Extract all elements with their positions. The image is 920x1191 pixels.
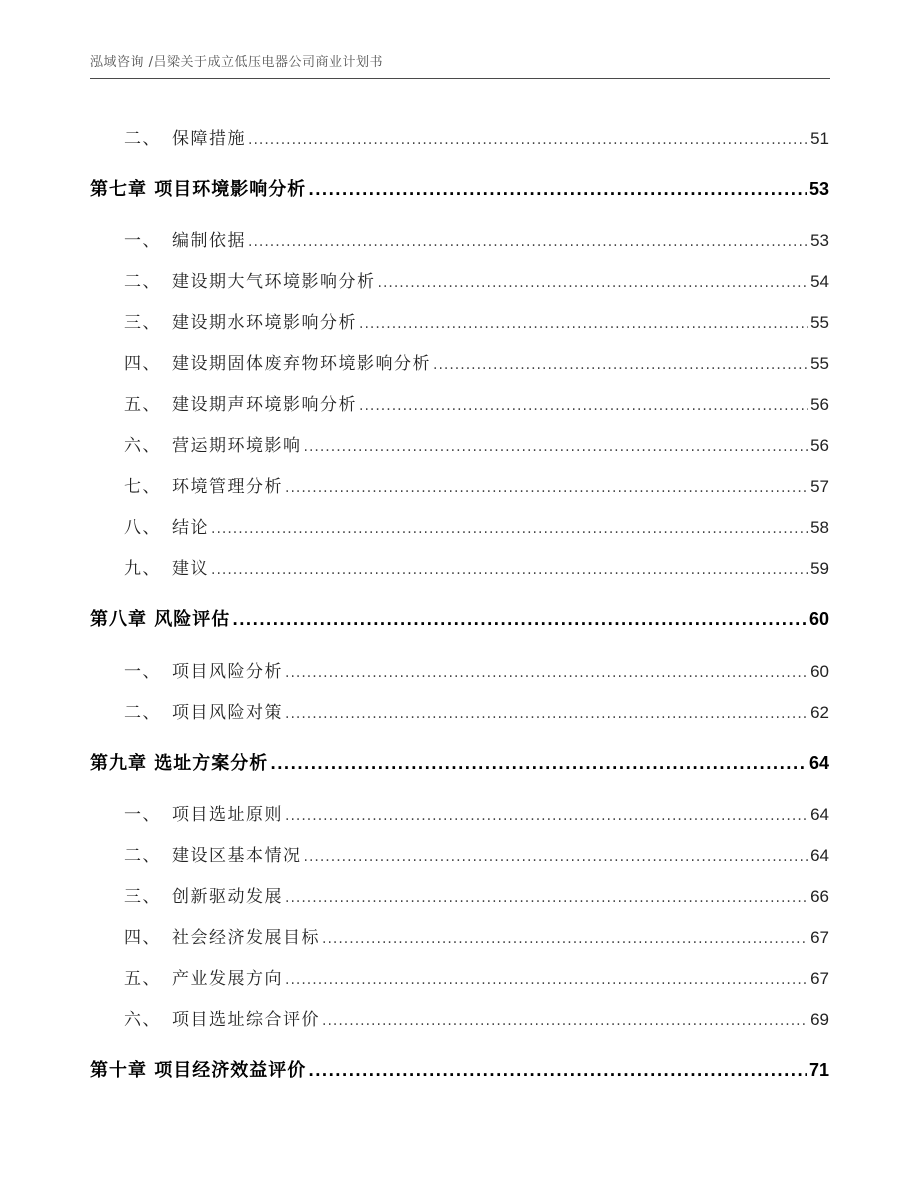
toc-chapter-entry[interactable] [90, 749, 829, 775]
toc-entry[interactable] [124, 267, 829, 292]
dot-leader [270, 755, 807, 773]
toc-chapter-entry[interactable] [90, 1056, 829, 1082]
toc-entry[interactable] [124, 308, 829, 333]
toc-entry[interactable] [124, 124, 829, 149]
toc-page-number: 55 [810, 354, 829, 373]
toc-page-number: 71 [808, 1060, 829, 1080]
toc-entry-label: 二、 项目风险对策 [124, 703, 283, 723]
toc-entry-label: 六、 项目选址综合评价 [124, 1010, 320, 1030]
toc-page-number: 64 [810, 805, 829, 824]
toc-page-number: 64 [808, 753, 829, 773]
toc-entry[interactable] [124, 841, 829, 866]
dot-leader [359, 316, 808, 332]
toc-page-number: 67 [810, 969, 829, 988]
toc-entry-label: 五、 产业发展方向 [124, 969, 283, 989]
toc-entry-label: 三、 建设期水环境影响分析 [124, 313, 357, 333]
toc-entry-label: 一、 项目选址原则 [124, 805, 283, 825]
toc-chapter-title: 第七章 项目环境影响分析 [90, 179, 307, 200]
toc-entry-label: 一、 项目风险分析 [124, 662, 283, 682]
dot-leader [322, 1013, 808, 1029]
toc-entry-label: 二、 保障措施 [124, 129, 246, 149]
dot-leader [285, 480, 808, 496]
toc-entry[interactable] [124, 472, 829, 497]
toc-page-number: 56 [810, 395, 829, 414]
toc-page-number: 60 [808, 609, 829, 629]
toc-entry-label: 五、 建设期声环境影响分析 [124, 395, 357, 415]
dot-leader [285, 665, 808, 681]
dot-leader [211, 562, 808, 578]
toc-page-number: 60 [810, 662, 829, 681]
toc-entry-label: 四、 社会经济发展目标 [124, 928, 320, 948]
toc-entry[interactable] [124, 349, 829, 374]
toc-chapter-entry[interactable] [90, 175, 829, 201]
toc-entry[interactable] [124, 226, 829, 251]
toc-entry-label: 四、 建设期固体废弃物环境影响分析 [124, 354, 431, 374]
toc-page-number: 67 [810, 928, 829, 947]
dot-leader [285, 890, 808, 906]
dot-leader [359, 398, 808, 414]
dot-leader [232, 611, 807, 629]
toc-entry-label: 二、 建设区基本情况 [124, 846, 302, 866]
toc-entry[interactable] [124, 1005, 829, 1030]
toc-entry-label: 八、 结论 [124, 518, 209, 538]
toc-page-number: 64 [810, 846, 829, 865]
toc-entry[interactable] [124, 882, 829, 907]
toc-entry-label: 六、 营运期环境影响 [124, 436, 302, 456]
toc-page-number: 53 [808, 179, 829, 199]
dot-leader [304, 849, 809, 865]
dot-leader [285, 706, 808, 722]
toc-entry-label: 二、 建设期大气环境影响分析 [124, 272, 376, 292]
toc-entry[interactable] [124, 390, 829, 415]
dot-leader [304, 439, 809, 455]
toc-entry-label: 九、 建议 [124, 559, 209, 579]
toc-page-number: 51 [810, 129, 829, 148]
toc-entry-label: 七、 环境管理分析 [124, 477, 283, 497]
toc-page-number: 55 [810, 313, 829, 332]
toc-entry-label: 三、 创新驱动发展 [124, 887, 283, 907]
dot-leader [211, 521, 808, 537]
toc-entry[interactable] [124, 964, 829, 989]
dot-leader [285, 972, 808, 988]
toc-page-number: 54 [810, 272, 829, 291]
toc-entry[interactable] [124, 800, 829, 825]
toc-chapter-entry[interactable] [90, 605, 829, 631]
dot-leader [308, 1062, 807, 1080]
toc-entry[interactable] [124, 513, 829, 538]
dot-leader [285, 808, 808, 824]
toc-chapter-title: 第十章 项目经济效益评价 [90, 1060, 307, 1081]
toc-page-number: 58 [810, 518, 829, 537]
toc-chapter-title: 第八章 风险评估 [90, 609, 231, 630]
toc-page-number: 53 [810, 231, 829, 250]
dot-leader [248, 234, 808, 250]
dot-leader [322, 931, 808, 947]
toc-page-number: 57 [810, 477, 829, 496]
dot-leader [248, 132, 808, 148]
dot-leader [378, 275, 809, 291]
toc-page-number: 62 [810, 703, 829, 722]
dot-leader [433, 357, 808, 373]
toc-chapter-title: 第九章 选址方案分析 [90, 753, 269, 774]
toc-page-number: 56 [810, 436, 829, 455]
toc-page-number: 66 [810, 887, 829, 906]
toc-entry[interactable] [124, 431, 829, 456]
toc-page-number: 59 [810, 559, 829, 578]
toc-entry[interactable] [124, 923, 829, 948]
toc-entry-label: 一、 编制依据 [124, 231, 246, 251]
toc-entry[interactable] [124, 698, 829, 723]
toc-entry[interactable] [124, 657, 829, 682]
dot-leader [308, 181, 807, 199]
toc-entry[interactable] [124, 554, 829, 579]
running-header: 泓域咨询 /吕梁关于成立低压电器公司商业计划书 [90, 54, 830, 79]
toc-page-number: 69 [810, 1010, 829, 1029]
